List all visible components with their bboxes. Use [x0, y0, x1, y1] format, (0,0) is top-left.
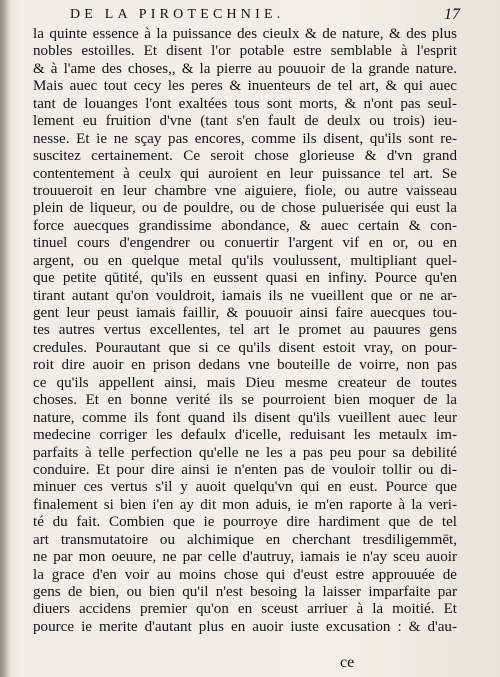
text-line: té du fait. Combien que ie pourroye dire hardiment que de tel	[33, 514, 457, 531]
text-line: diuers accidens premier qu'on en sceust arriuer à la moitié. Et	[33, 601, 457, 618]
text-line: ce qu'ils appellent ainsi, mais Dieu mesme createur de toutes	[33, 374, 457, 391]
text-line: choses. Et en bonne verité ils se pourroient bien moquer de la	[33, 392, 457, 409]
text-line: argent, ou en quelque metal qu'ils voulussent, multipliant quel-	[33, 252, 457, 269]
page-header	[70, 7, 460, 27]
text-line: gens de bien, ou bien qu'il n'est besoing la laisser imparfaite par	[33, 584, 457, 600]
text-line: suscitez certainement. Ce seroit chose glorieuse & d'vn grand	[33, 148, 457, 165]
text-line: medecine corriger les defaulx d'icelle, reduisant les metaulx im-	[33, 427, 457, 444]
catchword: ce	[340, 654, 355, 671]
text-line: nature, comme ils font quand ils disent qu'ils vueillent auec leur	[33, 409, 457, 426]
text-line: minuer ces vertus s'il y auoit quelqu'vn qui en eust. Pource que	[33, 479, 457, 496]
text-line: nobles estoilles. Et disent l'or potable estre semblable à l'esprit	[33, 43, 457, 60]
text-line: gent leur peust iamais faillir, & pouuoir ainsi faire auecques tou-	[33, 305, 457, 321]
text-line: plein de liqueur, ou de pouldre, ou de chose puluerisée qui eust la	[33, 200, 457, 217]
text-line: pource ie merite d'autant plus en auoir iuste excusation : & d'au-	[33, 618, 457, 635]
text-line: conduire. Et pour dire ainsi ie n'enten pas de vouloir tollir ou di-	[33, 461, 457, 478]
text-line: finalement si bien i'en ay dit mon aduis, ie m'en raporte à la veri-	[33, 496, 457, 513]
text-line: la quinte essence à la puissance des cieulx & de nature, & des plus	[33, 26, 457, 42]
text-line: que petite qūtité, qu'ils en eussent quasi en infiny. Pource qu'en	[33, 270, 457, 287]
text-line: tirant autant qu'on vouldroit, iamais ils ne vueillent que or ne ar-	[33, 287, 457, 304]
text-line: contentement à ceulx qui auroient en leur puissance tel art. Se	[33, 165, 457, 182]
text-line: credules. Pourautant que si ce qu'ils disent estoit vray, on pour-	[33, 339, 457, 356]
text-line: & à l'ame des choses,, & la pierre au pouuoir de la grande nature.	[33, 60, 457, 77]
running-title: DE LA PIROTECHNIE.	[70, 7, 285, 22]
text-line: Mais auec tout cecy les peres & inuenteurs de tel art, & qui auec	[33, 78, 457, 95]
text-line: tant de louanges l'ont exaltées tous sont morts, & n'ont pas seul-	[33, 95, 457, 112]
text-line: trouueroit en leur chambre vne aiguiere, fiole, ou autre vaisseau	[33, 182, 457, 199]
text-line: force auecques grandissime abondance, & auec certain & con-	[33, 217, 457, 234]
text-line: tinuel cours d'engendrer ou conuertir l'argent vif en or, ou en	[33, 235, 457, 252]
text-line: tes autres vertus excellentes, tel art le promet au pauures gens	[33, 322, 457, 339]
text-line: art transmutatoire ou alchimique en cherchant tresdiligemmēt,	[33, 531, 457, 548]
body-text	[33, 26, 457, 636]
page-number: 17	[444, 6, 460, 23]
text-line: ne par mon oeuure, ne par celle d'autruy, iamais ie n'ay sceu auoir	[33, 549, 457, 566]
text-line: lement eu fruition d'vne (tant s'en fault de deulx ou trois) ieu-	[33, 113, 457, 130]
text-line: parfaits à telle perfection qu'elle ne les a pas peu pour sa debilité	[33, 444, 457, 461]
binding-shadow	[0, 0, 10, 677]
text-line: la grace d'en voir au moins chose qui d'eust estre approuuée de	[33, 566, 457, 583]
text-line: nesse. Et ie ne sçay pas encores, comme ils disent, qu'ils sont re-	[33, 130, 457, 147]
text-line: roit dire auoir en prison dedans vne bouteille de voirre, non pas	[33, 357, 457, 374]
